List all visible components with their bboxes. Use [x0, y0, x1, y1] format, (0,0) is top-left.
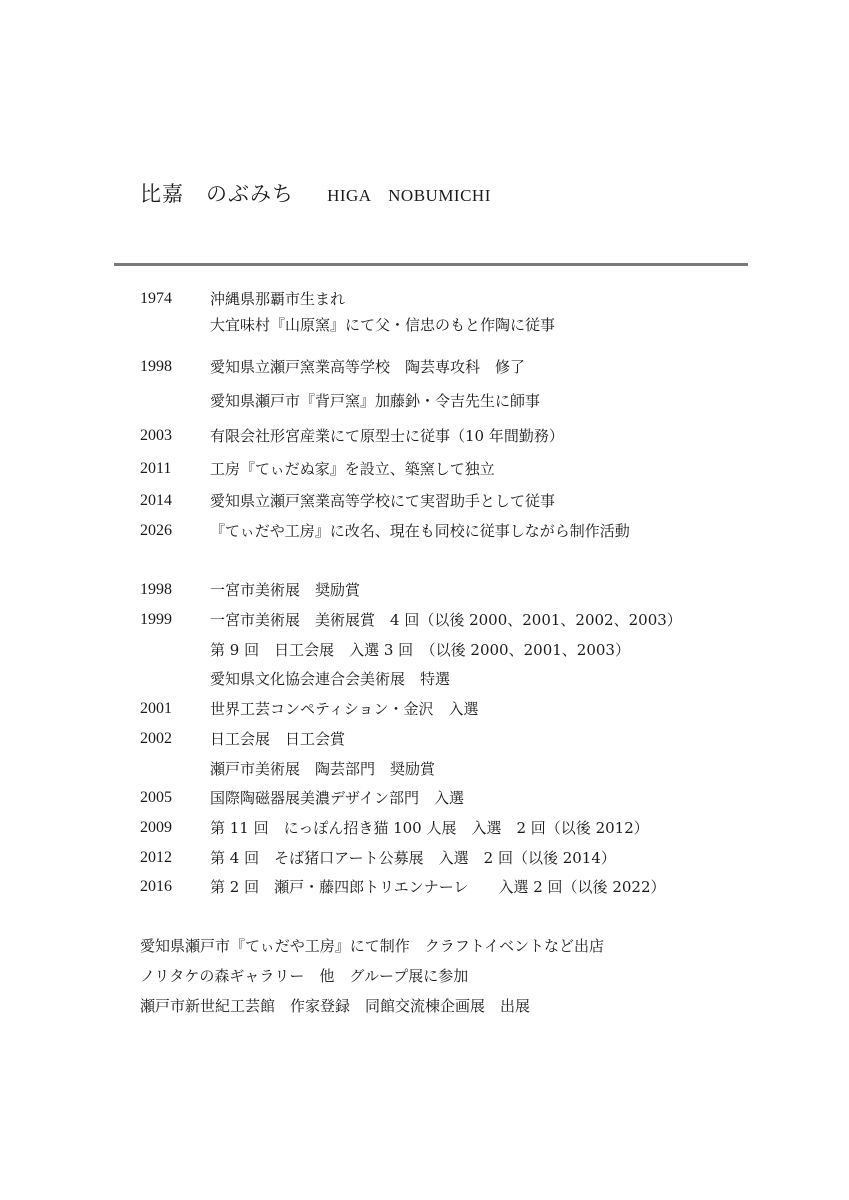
career-year: 1974 — [140, 290, 172, 307]
profile-header — [140, 178, 491, 208]
career-text: 有限会社形宮産業にて原型士に従事（10 年間勤務） — [210, 427, 564, 445]
award-text: 第 9 回 日工会展 入選 3 回 （以後 2000、2001、2003） — [210, 641, 630, 659]
award-text: 一宮市美術展 美術展賞 4 回（以後 2000、2001、2002、2003） — [210, 611, 682, 629]
name-english: HIGA NOBUMICHI — [327, 186, 491, 205]
award-year: 1998 — [140, 581, 172, 598]
career-text: 愛知県立瀬戸窯業高等学校 陶芸専攻科 修了 — [210, 358, 526, 376]
award-year: 2002 — [140, 730, 172, 747]
header-divider — [114, 263, 748, 266]
award-year: 2012 — [140, 849, 172, 866]
career-year: 2014 — [140, 492, 172, 509]
career-text: 沖縄県那覇市生まれ — [210, 290, 346, 308]
award-text: 国際陶磁器展美濃デザイン部門 入選 — [210, 789, 464, 807]
award-year: 2005 — [140, 789, 172, 806]
award-text: 第 4 回 そば猪口アート公募展 入選 2 回（以後 2014） — [210, 849, 616, 867]
award-text: 世界工芸コンペティション・金沢 入選 — [210, 700, 479, 718]
award-year: 2009 — [140, 819, 172, 836]
award-year: 1999 — [140, 611, 172, 628]
award-year: 2001 — [140, 700, 172, 717]
career-text: 愛知県瀬戸市『背戸窯』加藤釥・令吉先生に師事 — [210, 392, 541, 410]
activity-note: ノリタケの森ギャラリー 他 グループ展に参加 — [140, 967, 469, 985]
career-year: 1998 — [140, 358, 172, 375]
career-year: 2003 — [140, 427, 172, 444]
activity-note: 瀬戸市新世紀工芸館 作家登録 同館交流棟企画展 出展 — [140, 997, 531, 1015]
career-year: 2026 — [140, 522, 172, 539]
name-japanese: 比嘉 のぶみち — [140, 182, 294, 206]
career-year: 2011 — [140, 460, 172, 477]
award-text: 第 2 回 瀬戸・藤四郎トリエンナーレ 入選 2 回（以後 2022） — [210, 878, 666, 896]
award-text: 一宮市美術展 奨励賞 — [210, 581, 361, 599]
award-text: 愛知県文化協会連合会美術展 特選 — [210, 670, 451, 688]
activity-note: 愛知県瀬戸市『てぃだや工房』にて制作 クラフトイベントなど出店 — [140, 937, 604, 955]
career-text: 『てぃだや工房』に改名、現在も同校に従事しながら制作活動 — [210, 522, 630, 540]
award-text: 第 11 回 にっぽん招き猫 100 人展 入選 2 回（以後 2012） — [210, 819, 649, 837]
award-text: 瀬戸市美術展 陶芸部門 奨励賞 — [210, 760, 436, 778]
career-text: 工房『てぃだぬ家』を設立、築窯して独立 — [210, 460, 495, 478]
career-text: 大宜味村『山原窯』にて父・信忠のもと作陶に従事 — [210, 316, 556, 334]
career-text: 愛知県立瀬戸窯業高等学校にて実習助手として従事 — [210, 492, 556, 510]
award-year: 2016 — [140, 878, 172, 895]
award-text: 日工会展 日工会賞 — [210, 730, 346, 748]
